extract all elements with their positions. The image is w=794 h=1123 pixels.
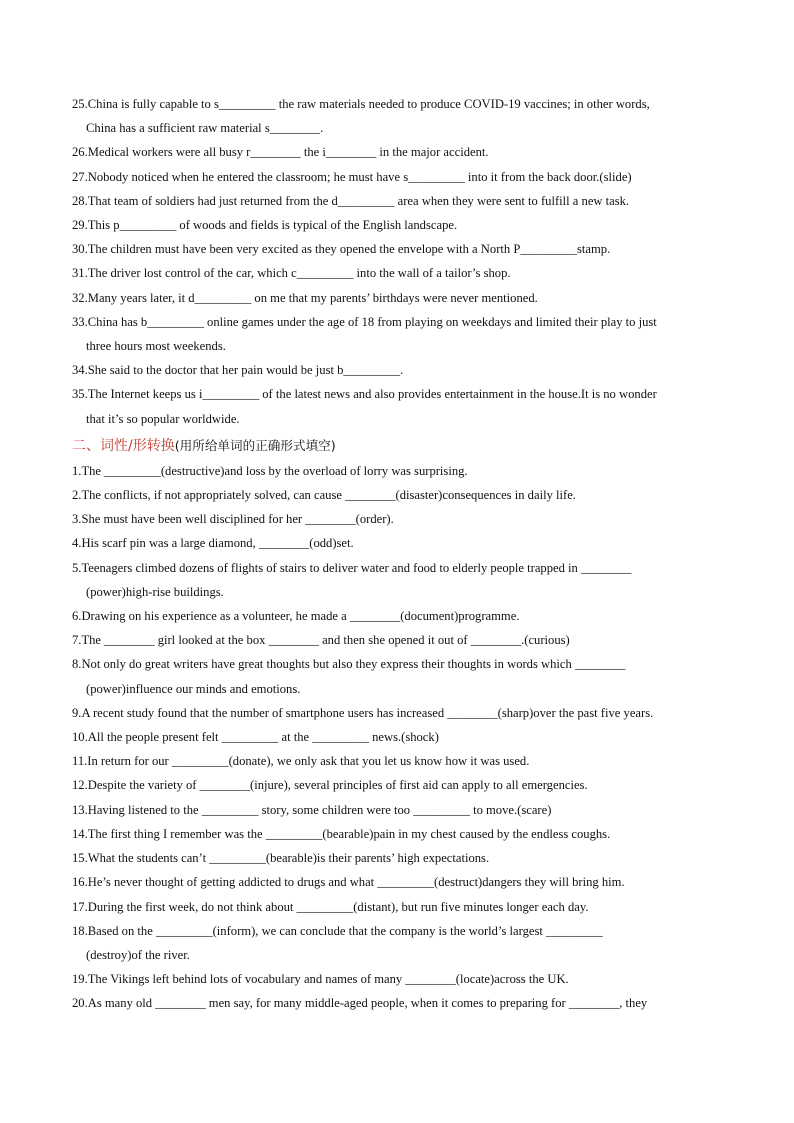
question-2 (72, 483, 724, 507)
question-29 (72, 213, 724, 237)
question-line: 10.All the people present felt _________ at the _________ news.(shock) (72, 730, 439, 745)
exercise-content (72, 92, 724, 1016)
question-25 (72, 92, 724, 140)
question-34 (72, 358, 724, 382)
question-line: 30.The children must have been very excited as they opened the envelope with a North P_________stamp. (72, 242, 611, 257)
question-30 (72, 237, 724, 261)
question-16 (72, 870, 724, 894)
question-line-continued: three hours most weekends. (86, 339, 226, 354)
question-1 (72, 459, 724, 483)
section-heading-title: 二、词性/形转换 (72, 437, 175, 454)
question-13 (72, 798, 724, 822)
question-line: 15.What the students can’t _________(bearable)is their parents’ high expectations. (72, 851, 490, 866)
question-18 (72, 919, 724, 967)
question-line: 1.The _________(destructive)and loss by the overload of lorry was surprising. (72, 463, 468, 478)
question-line: 14.The first thing I remember was the _________(bearable)pain in my chest caused by the endless coughs. (72, 826, 611, 841)
question-20 (72, 991, 724, 1015)
question-line: 3.She must have been well disciplined for her ________(order). (72, 512, 394, 527)
question-line: 9.A recent study found that the number of smartphone users has increased ________(sharp)over the past five years. (72, 705, 654, 720)
question-17 (72, 895, 724, 919)
question-line: 6.Drawing on his experience as a volunteer, he made a ________(document)programme. (72, 609, 520, 624)
question-line: 13.Having listened to the _________ story, some children were too _________ to move.(scare) (72, 802, 552, 817)
question-line: 27.Nobody noticed when he entered the classroom; he must have s_________ into it from the back door.(slide) (72, 169, 632, 184)
question-line: 16.He’s never thought of getting addicted to drugs and what _________(destruct)dangers they will bring him. (72, 875, 625, 890)
question-line: 17.During the first week, do not think about _________(distant), but run five minutes longer each day. (72, 899, 589, 914)
vocabulary-fill-section (72, 92, 724, 431)
question-31 (72, 261, 724, 285)
question-line: 7.The ________ girl looked at the box ________ and then she opened it out of ________.(curious) (72, 633, 570, 648)
section-heading-instruction: (用所给单词的正确形式填空) (174, 437, 336, 453)
question-line: 33.China has b_________ online games under the age of 18 from playing on weekdays and limited their play to just (72, 314, 657, 329)
word-form-section (72, 459, 724, 1016)
question-4 (72, 531, 724, 555)
question-line-continued: that it’s so popular worldwide. (86, 411, 240, 426)
question-8 (72, 652, 724, 700)
question-line: 34.She said to the doctor that her pain would be just b_________. (72, 363, 404, 378)
question-10 (72, 725, 724, 749)
question-7 (72, 628, 724, 652)
question-line: 5.Teenagers climbed dozens of flights of stairs to deliver water and food to elderly people trapped in ________ (72, 560, 632, 575)
question-9 (72, 701, 724, 725)
question-32 (72, 286, 724, 310)
question-6 (72, 604, 724, 628)
question-26 (72, 140, 724, 164)
question-line-continued: (power)influence our minds and emotions. (86, 681, 301, 696)
question-35 (72, 382, 724, 430)
question-line: 25.China is fully capable to s_________ the raw materials needed to produce COVID-19 vaccines; in other words, (72, 97, 650, 111)
question-12 (72, 773, 724, 797)
question-line-continued: (power)high-rise buildings. (86, 584, 224, 599)
question-line: 12.Despite the variety of ________(injure), several principles of first aid can apply to all emergencies. (72, 778, 588, 793)
question-line: 18.Based on the _________(inform), we can conclude that the company is the world’s largest _________ (72, 923, 603, 938)
question-line: 2.The conflicts, if not appropriately solved, can cause ________(disaster)consequences in daily life. (72, 488, 576, 503)
question-line: 20.As many old ________ men say, for many middle-aged people, when it comes to preparing for ________, they (72, 996, 648, 1011)
question-3 (72, 507, 724, 531)
question-line: 28.That team of soldiers had just returned from the d_________ area when they were sent to fulfill a new task. (72, 193, 630, 208)
question-27 (72, 165, 724, 189)
question-11 (72, 749, 724, 773)
question-line: 29.This p_________ of woods and fields is typical of the English landscape. (72, 218, 458, 233)
question-line: 32.Many years later, it d_________ on me that my parents’ birthdays were never mentioned. (72, 290, 538, 305)
question-15 (72, 846, 724, 870)
question-19 (72, 967, 724, 991)
section-heading (72, 433, 724, 459)
question-line: 8.Not only do great writers have great thoughts but also they express their thoughts in words which ________ (72, 657, 626, 672)
question-line: 11.In return for our _________(donate), we only ask that you let us know how it was used. (72, 754, 530, 769)
question-14 (72, 822, 724, 846)
question-line: 35.The Internet keeps us i_________ of the latest news and also provides entertainment in the house.It is no wonder (72, 387, 657, 402)
question-33 (72, 310, 724, 358)
question-line: 4.His scarf pin was a large diamond, ________(odd)set. (72, 536, 354, 551)
question-line-continued: (destroy)of the river. (86, 947, 190, 962)
question-5 (72, 556, 724, 604)
question-28 (72, 189, 724, 213)
question-line: 26.Medical workers were all busy r________ the i________ in the major accident. (72, 145, 489, 160)
question-line: 31.The driver lost control of the car, which c_________ into the wall of a tailor’s shop. (72, 266, 511, 281)
question-line: 19.The Vikings left behind lots of vocabulary and names of many ________(locate)across the UK. (72, 972, 569, 987)
question-line-continued: China has a sufficient raw material s________. (86, 121, 324, 136)
